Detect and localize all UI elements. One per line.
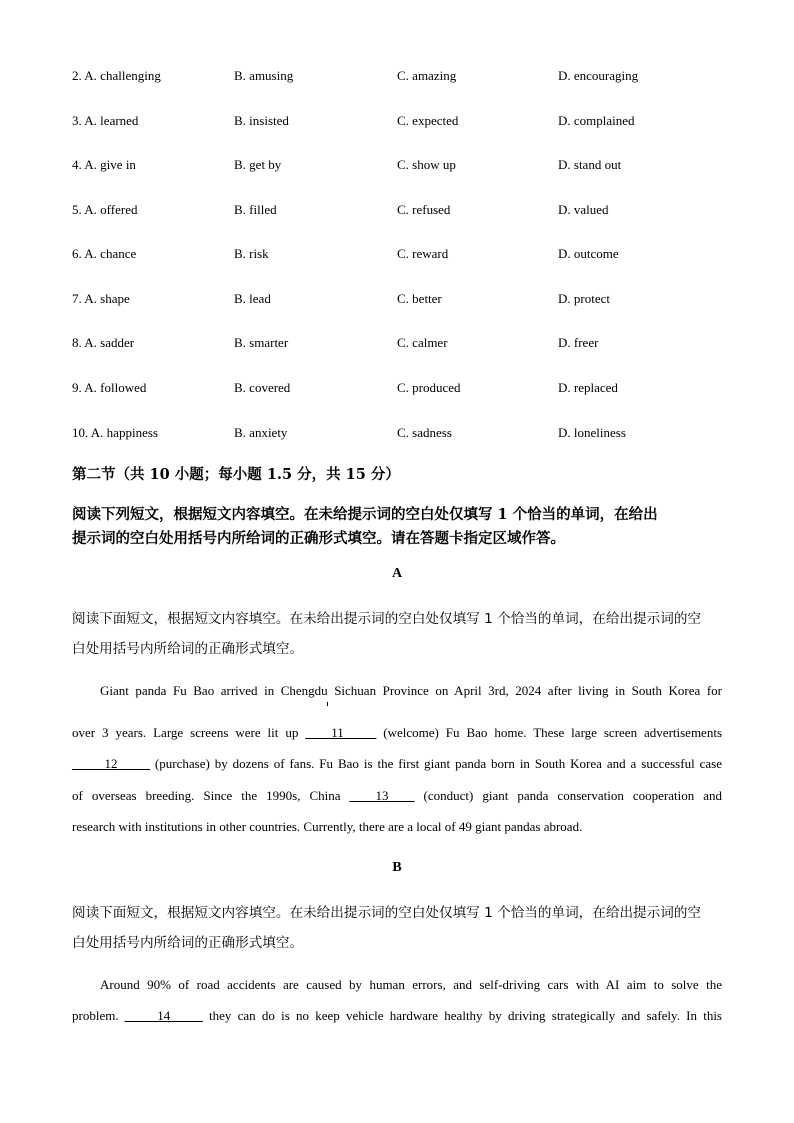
option-b: B. risk	[234, 246, 269, 261]
option-c: C. better	[397, 291, 442, 306]
option-d: D. loneliness	[558, 425, 626, 440]
option-c: C. amazing	[397, 68, 457, 83]
option-a: 5. A. offered	[72, 202, 138, 217]
passage-b-directions-line-1: 阅读下面短文，根据短文内容填空。在未给出提示词的空白处仅填写 1 个恰当的单词，在给出提示词的空	[72, 905, 702, 921]
question-6-options	[72, 244, 732, 264]
passage-a-letter: A	[391, 566, 403, 581]
question-3-options	[72, 111, 732, 131]
passage-a-line-4: of overseas breeding. Since the 1990s, China ____13____ (conduct) giant panda conservation cooperation and	[72, 788, 722, 803]
option-b: B. covered	[234, 380, 291, 395]
passage-a-line-2: over 3 years. Large screens were lit up ____11_____ (welcome) Fu Bao home. These large screen advertisements	[72, 725, 722, 740]
option-c: C. reward	[397, 246, 449, 261]
option-d: D. encouraging	[558, 68, 639, 83]
option-b: B. get by	[234, 157, 282, 172]
blank-12: _____12_____	[72, 756, 150, 771]
option-d: D. stand out	[558, 157, 622, 172]
section-heading: 第二节（共 10 小题；每小题 1.5 分，共 15 分）	[72, 466, 400, 483]
option-a: 2. A. challenging	[72, 68, 161, 83]
passage-b-line-2: problem. _____14_____ they can do is no keep vehicle hardware healthy by driving strategically and safely. In this	[72, 1008, 722, 1023]
blank-14: _____14_____	[124, 1008, 203, 1023]
option-b: B. anxiety	[234, 425, 288, 440]
option-c: C. refused	[397, 202, 451, 217]
option-d: D. replaced	[558, 380, 618, 395]
blank-11: ____11_____	[305, 725, 377, 740]
question-2-options	[72, 66, 732, 86]
question-9-options	[72, 378, 732, 398]
option-a: 8. A. sadder	[72, 335, 135, 350]
passage-a-line-1: Giant panda Fu Bao arrived in Chengdu Sichuan Province on April 3rd, 2024 after living in South Korea for	[100, 683, 722, 698]
option-d: D. freer	[558, 335, 599, 350]
passage-a-line-5: research with institutions in other countries. Currently, there are a local of 49 giant pandas abroad.	[72, 819, 583, 834]
option-a: 7. A. shape	[72, 291, 130, 306]
passage-a-directions-line-2: 白处用括号内所给词的正确形式填空。	[72, 641, 304, 657]
option-c: C. show up	[397, 157, 456, 172]
passage-b-letter: B	[392, 860, 402, 875]
passage-b-directions-line-2: 白处用括号内所给词的正确形式填空。	[72, 935, 304, 951]
stray-mark	[327, 702, 328, 706]
option-c: C. expected	[397, 113, 459, 128]
option-d: D. outcome	[558, 246, 619, 261]
option-c: C. sadness	[397, 425, 452, 440]
option-b: B. filled	[234, 202, 277, 217]
option-a: 9. A. followed	[72, 380, 147, 395]
option-a: 6. A. chance	[72, 246, 137, 261]
option-d: D. complained	[558, 113, 635, 128]
option-a: 10. A. happiness	[72, 425, 158, 440]
option-a: 3. A. learned	[72, 113, 139, 128]
question-7-options	[72, 289, 732, 309]
option-b: B. smarter	[234, 335, 289, 350]
option-c: C. calmer	[397, 335, 448, 350]
question-4-options	[72, 155, 732, 175]
question-5-options	[72, 200, 732, 220]
section-instruction-line-1: 阅读下列短文，根据短文内容填空。在未给提示词的空白处仅填写 1 个恰当的单词，在给出	[72, 506, 658, 523]
passage-a-line-3: _____12_____ (purchase) by dozens of fans. Fu Bao is the first giant panda born in South Korea and a successful case	[72, 756, 722, 771]
section-instruction-line-2: 提示词的空白处用括号内所给词的正确形式填空。请在答题卡指定区域作答。	[72, 530, 565, 547]
question-10-options	[72, 423, 732, 443]
option-c: C. produced	[397, 380, 461, 395]
option-a: 4. A. give in	[72, 157, 136, 172]
question-8-options	[72, 333, 732, 353]
option-b: B. lead	[234, 291, 271, 306]
blank-13: ____13____	[349, 788, 415, 803]
option-b: B. insisted	[234, 113, 289, 128]
option-b: B. amusing	[234, 68, 294, 83]
passage-a-directions-line-1: 阅读下面短文，根据短文内容填空。在未给出提示词的空白处仅填写 1 个恰当的单词，在给出提示词的空	[72, 611, 702, 627]
passage-b-line-1: Around 90% of road accidents are caused by human errors, and self-driving cars with AI aim to solve the	[100, 977, 722, 992]
option-d: D. valued	[558, 202, 609, 217]
option-d: D. protect	[558, 291, 610, 306]
